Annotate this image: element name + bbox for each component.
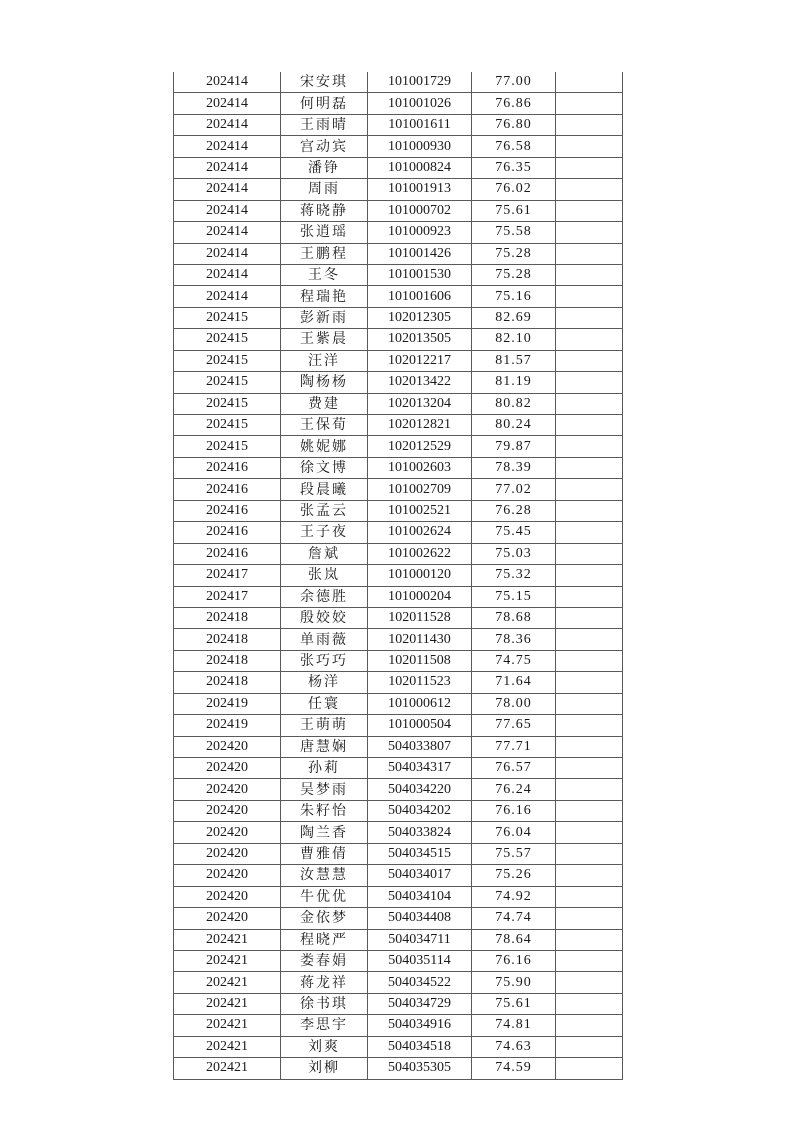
exam-id-cell: 102011528 xyxy=(368,607,472,628)
position-code-cell: 202421 xyxy=(174,1036,281,1057)
remark-cell xyxy=(556,136,623,157)
score-cell: 78.68 xyxy=(472,607,556,628)
candidate-name-cell: 王鹏程 xyxy=(281,243,368,264)
score-cell: 79.87 xyxy=(472,436,556,457)
position-code-cell: 202421 xyxy=(174,1058,281,1079)
table-row xyxy=(174,114,623,135)
table-row xyxy=(174,629,623,650)
score-cell: 78.64 xyxy=(472,929,556,950)
remark-cell xyxy=(556,886,623,907)
remark-cell xyxy=(556,650,623,671)
position-code-cell: 202415 xyxy=(174,372,281,393)
table-row xyxy=(174,993,623,1014)
remark-cell xyxy=(556,350,623,371)
table-row xyxy=(174,200,623,221)
table-row xyxy=(174,865,623,886)
score-cell: 81.19 xyxy=(472,372,556,393)
remark-cell xyxy=(556,843,623,864)
score-cell: 82.69 xyxy=(472,307,556,328)
table-row xyxy=(174,843,623,864)
candidate-name-cell: 殷姣姣 xyxy=(281,607,368,628)
table-row xyxy=(174,307,623,328)
table-row xyxy=(174,457,623,478)
candidate-name-cell: 徐书琪 xyxy=(281,993,368,1014)
position-code-cell: 202416 xyxy=(174,522,281,543)
table-row xyxy=(174,822,623,843)
position-code-cell: 202420 xyxy=(174,865,281,886)
exam-id-cell: 102013505 xyxy=(368,329,472,350)
exam-id-cell: 504034729 xyxy=(368,993,472,1014)
exam-id-cell: 101001611 xyxy=(368,114,472,135)
candidate-name-cell: 詹斌 xyxy=(281,543,368,564)
exam-id-cell: 101001026 xyxy=(368,93,472,114)
position-code-cell: 202420 xyxy=(174,886,281,907)
exam-id-cell: 101000702 xyxy=(368,200,472,221)
candidate-name-cell: 牛优优 xyxy=(281,886,368,907)
candidate-name-cell: 曹雅倩 xyxy=(281,843,368,864)
table-row xyxy=(174,672,623,693)
table-row xyxy=(174,1015,623,1036)
remark-cell xyxy=(556,629,623,650)
position-code-cell: 202421 xyxy=(174,1015,281,1036)
candidate-name-cell: 张巧巧 xyxy=(281,650,368,671)
score-cell: 80.82 xyxy=(472,393,556,414)
exam-id-cell: 504034518 xyxy=(368,1036,472,1057)
score-cell: 75.57 xyxy=(472,843,556,864)
position-code-cell: 202421 xyxy=(174,950,281,971)
position-code-cell: 202415 xyxy=(174,307,281,328)
exam-id-cell: 504035305 xyxy=(368,1058,472,1079)
table-row xyxy=(174,286,623,307)
score-cell: 74.81 xyxy=(472,1015,556,1036)
position-code-cell: 202417 xyxy=(174,565,281,586)
table-row xyxy=(174,243,623,264)
table-row xyxy=(174,415,623,436)
table-row xyxy=(174,886,623,907)
position-code-cell: 202414 xyxy=(174,72,281,93)
score-cell: 74.63 xyxy=(472,1036,556,1057)
candidate-name-cell: 刘柳 xyxy=(281,1058,368,1079)
table-row xyxy=(174,179,623,200)
table-row xyxy=(174,157,623,178)
remark-cell xyxy=(556,457,623,478)
candidate-name-cell: 单雨薇 xyxy=(281,629,368,650)
candidate-name-cell: 娄春娟 xyxy=(281,950,368,971)
score-cell: 75.32 xyxy=(472,565,556,586)
exam-id-cell: 504034202 xyxy=(368,800,472,821)
position-code-cell: 202418 xyxy=(174,672,281,693)
candidate-name-cell: 潘铮 xyxy=(281,157,368,178)
table-row xyxy=(174,565,623,586)
score-cell: 76.28 xyxy=(472,500,556,521)
score-cell: 76.24 xyxy=(472,779,556,800)
table-row xyxy=(174,93,623,114)
score-cell: 80.24 xyxy=(472,415,556,436)
score-cell: 71.64 xyxy=(472,672,556,693)
candidate-name-cell: 朱籽怡 xyxy=(281,800,368,821)
table-row xyxy=(174,264,623,285)
position-code-cell: 202416 xyxy=(174,457,281,478)
score-cell: 77.71 xyxy=(472,736,556,757)
exam-id-cell: 102011430 xyxy=(368,629,472,650)
exam-id-cell: 101002622 xyxy=(368,543,472,564)
exam-id-cell: 101002521 xyxy=(368,500,472,521)
table-row xyxy=(174,136,623,157)
position-code-cell: 202414 xyxy=(174,286,281,307)
table-row xyxy=(174,500,623,521)
candidate-name-cell: 唐慧娴 xyxy=(281,736,368,757)
score-cell: 75.03 xyxy=(472,543,556,564)
remark-cell xyxy=(556,329,623,350)
score-cell: 82.10 xyxy=(472,329,556,350)
position-code-cell: 202415 xyxy=(174,415,281,436)
position-code-cell: 202418 xyxy=(174,629,281,650)
candidate-name-cell: 段晨曦 xyxy=(281,479,368,500)
exam-id-cell: 101002603 xyxy=(368,457,472,478)
exam-id-cell: 102012217 xyxy=(368,350,472,371)
score-cell: 74.59 xyxy=(472,1058,556,1079)
remark-cell xyxy=(556,114,623,135)
score-cell: 76.58 xyxy=(472,136,556,157)
exam-id-cell: 504034220 xyxy=(368,779,472,800)
position-code-cell: 202419 xyxy=(174,715,281,736)
exam-id-cell: 101000930 xyxy=(368,136,472,157)
position-code-cell: 202420 xyxy=(174,779,281,800)
candidate-name-cell: 孙莉 xyxy=(281,758,368,779)
score-cell: 75.26 xyxy=(472,865,556,886)
score-cell: 78.00 xyxy=(472,693,556,714)
exam-id-cell: 504034104 xyxy=(368,886,472,907)
score-cell: 76.35 xyxy=(472,157,556,178)
candidate-name-cell: 徐文博 xyxy=(281,457,368,478)
remark-cell xyxy=(556,908,623,929)
position-code-cell: 202415 xyxy=(174,329,281,350)
candidate-name-cell: 宋安琪 xyxy=(281,72,368,93)
score-cell: 75.15 xyxy=(472,586,556,607)
remark-cell xyxy=(556,950,623,971)
remark-cell xyxy=(556,1058,623,1079)
candidate-name-cell: 刘爽 xyxy=(281,1036,368,1057)
remark-cell xyxy=(556,736,623,757)
table-row xyxy=(174,372,623,393)
remark-cell xyxy=(556,565,623,586)
results-table-body xyxy=(174,72,623,1079)
remark-cell xyxy=(556,586,623,607)
position-code-cell: 202420 xyxy=(174,908,281,929)
exam-id-cell: 504035114 xyxy=(368,950,472,971)
candidate-name-cell: 王冬 xyxy=(281,264,368,285)
remark-cell xyxy=(556,72,623,93)
score-cell: 77.65 xyxy=(472,715,556,736)
score-cell: 76.16 xyxy=(472,800,556,821)
table-row xyxy=(174,779,623,800)
remark-cell xyxy=(556,972,623,993)
score-cell: 77.00 xyxy=(472,72,556,93)
score-cell: 75.16 xyxy=(472,286,556,307)
candidate-name-cell: 何明磊 xyxy=(281,93,368,114)
exam-id-cell: 101000204 xyxy=(368,586,472,607)
exam-id-cell: 504034017 xyxy=(368,865,472,886)
candidate-name-cell: 杨洋 xyxy=(281,672,368,693)
candidate-name-cell: 李思宇 xyxy=(281,1015,368,1036)
candidate-name-cell: 蒋龙祥 xyxy=(281,972,368,993)
candidate-name-cell: 王子夜 xyxy=(281,522,368,543)
remark-cell xyxy=(556,993,623,1014)
table-row xyxy=(174,800,623,821)
exam-id-cell: 102011508 xyxy=(368,650,472,671)
position-code-cell: 202417 xyxy=(174,586,281,607)
candidate-name-cell: 吴梦雨 xyxy=(281,779,368,800)
position-code-cell: 202421 xyxy=(174,929,281,950)
table-row xyxy=(174,908,623,929)
candidate-name-cell: 周雨 xyxy=(281,179,368,200)
position-code-cell: 202415 xyxy=(174,436,281,457)
table-row xyxy=(174,522,623,543)
score-cell: 76.57 xyxy=(472,758,556,779)
position-code-cell: 202421 xyxy=(174,993,281,1014)
exam-id-cell: 504034408 xyxy=(368,908,472,929)
score-cell: 75.28 xyxy=(472,264,556,285)
position-code-cell: 202416 xyxy=(174,500,281,521)
remark-cell xyxy=(556,500,623,521)
score-cell: 77.02 xyxy=(472,479,556,500)
exam-id-cell: 504034522 xyxy=(368,972,472,993)
remark-cell xyxy=(556,393,623,414)
table-row xyxy=(174,543,623,564)
position-code-cell: 202414 xyxy=(174,93,281,114)
remark-cell xyxy=(556,715,623,736)
table-row xyxy=(174,972,623,993)
candidate-name-cell: 陶兰香 xyxy=(281,822,368,843)
position-code-cell: 202414 xyxy=(174,136,281,157)
exam-id-cell: 101001530 xyxy=(368,264,472,285)
exam-id-cell: 102013204 xyxy=(368,393,472,414)
position-code-cell: 202414 xyxy=(174,222,281,243)
candidate-name-cell: 王雨晴 xyxy=(281,114,368,135)
exam-id-cell: 101001729 xyxy=(368,72,472,93)
table-row xyxy=(174,72,623,93)
table-row xyxy=(174,736,623,757)
exam-id-cell: 101000120 xyxy=(368,565,472,586)
position-code-cell: 202414 xyxy=(174,114,281,135)
score-cell: 74.74 xyxy=(472,908,556,929)
table-row xyxy=(174,650,623,671)
position-code-cell: 202420 xyxy=(174,822,281,843)
candidate-name-cell: 彭新雨 xyxy=(281,307,368,328)
position-code-cell: 202414 xyxy=(174,264,281,285)
score-cell: 78.36 xyxy=(472,629,556,650)
position-code-cell: 202420 xyxy=(174,736,281,757)
remark-cell xyxy=(556,157,623,178)
candidate-name-cell: 汝慧慧 xyxy=(281,865,368,886)
exam-id-cell: 102013422 xyxy=(368,372,472,393)
exam-id-cell: 101000824 xyxy=(368,157,472,178)
score-cell: 74.75 xyxy=(472,650,556,671)
candidate-name-cell: 张孟云 xyxy=(281,500,368,521)
candidate-name-cell: 余德胜 xyxy=(281,586,368,607)
remark-cell xyxy=(556,543,623,564)
position-code-cell: 202414 xyxy=(174,200,281,221)
remark-cell xyxy=(556,822,623,843)
remark-cell xyxy=(556,200,623,221)
table-row xyxy=(174,693,623,714)
remark-cell xyxy=(556,672,623,693)
score-cell: 75.45 xyxy=(472,522,556,543)
position-code-cell: 202420 xyxy=(174,800,281,821)
remark-cell xyxy=(556,607,623,628)
score-cell: 76.16 xyxy=(472,950,556,971)
exam-id-cell: 504034317 xyxy=(368,758,472,779)
exam-id-cell: 101000923 xyxy=(368,222,472,243)
remark-cell xyxy=(556,865,623,886)
exam-id-cell: 504034711 xyxy=(368,929,472,950)
table-row xyxy=(174,715,623,736)
remark-cell xyxy=(556,758,623,779)
exam-id-cell: 101001606 xyxy=(368,286,472,307)
position-code-cell: 202416 xyxy=(174,543,281,564)
exam-id-cell: 102012529 xyxy=(368,436,472,457)
position-code-cell: 202414 xyxy=(174,179,281,200)
results-table xyxy=(173,72,623,1080)
score-cell: 75.61 xyxy=(472,200,556,221)
position-code-cell: 202421 xyxy=(174,972,281,993)
exam-id-cell: 504034916 xyxy=(368,1015,472,1036)
table-row xyxy=(174,329,623,350)
remark-cell xyxy=(556,693,623,714)
remark-cell xyxy=(556,415,623,436)
score-cell: 75.58 xyxy=(472,222,556,243)
table-row xyxy=(174,350,623,371)
position-code-cell: 202415 xyxy=(174,393,281,414)
table-row xyxy=(174,479,623,500)
candidate-name-cell: 王保荀 xyxy=(281,415,368,436)
score-cell: 75.90 xyxy=(472,972,556,993)
candidate-name-cell: 王萌萌 xyxy=(281,715,368,736)
exam-id-cell: 102012821 xyxy=(368,415,472,436)
remark-cell xyxy=(556,479,623,500)
candidate-name-cell: 蒋晓静 xyxy=(281,200,368,221)
table-row xyxy=(174,586,623,607)
score-cell: 74.92 xyxy=(472,886,556,907)
score-cell: 78.39 xyxy=(472,457,556,478)
exam-id-cell: 101002624 xyxy=(368,522,472,543)
score-cell: 76.80 xyxy=(472,114,556,135)
candidate-name-cell: 陶杨杨 xyxy=(281,372,368,393)
exam-id-cell: 101001426 xyxy=(368,243,472,264)
remark-cell xyxy=(556,243,623,264)
remark-cell xyxy=(556,93,623,114)
table-row xyxy=(174,436,623,457)
remark-cell xyxy=(556,779,623,800)
remark-cell xyxy=(556,436,623,457)
score-cell: 75.28 xyxy=(472,243,556,264)
position-code-cell: 202420 xyxy=(174,843,281,864)
position-code-cell: 202420 xyxy=(174,758,281,779)
table-row xyxy=(174,950,623,971)
table-row xyxy=(174,393,623,414)
candidate-name-cell: 宫动宾 xyxy=(281,136,368,157)
position-code-cell: 202418 xyxy=(174,650,281,671)
score-cell: 76.86 xyxy=(472,93,556,114)
exam-id-cell: 504034515 xyxy=(368,843,472,864)
remark-cell xyxy=(556,264,623,285)
remark-cell xyxy=(556,522,623,543)
exam-id-cell: 102012305 xyxy=(368,307,472,328)
remark-cell xyxy=(556,1036,623,1057)
remark-cell xyxy=(556,372,623,393)
candidate-name-cell: 任寰 xyxy=(281,693,368,714)
table-row xyxy=(174,1058,623,1079)
remark-cell xyxy=(556,800,623,821)
table-row xyxy=(174,929,623,950)
table-row xyxy=(174,607,623,628)
exam-id-cell: 102011523 xyxy=(368,672,472,693)
score-cell: 75.61 xyxy=(472,993,556,1014)
score-cell: 76.02 xyxy=(472,179,556,200)
score-cell: 76.04 xyxy=(472,822,556,843)
exam-id-cell: 101001913 xyxy=(368,179,472,200)
remark-cell xyxy=(556,286,623,307)
candidate-name-cell: 程晓严 xyxy=(281,929,368,950)
exam-id-cell: 101002709 xyxy=(368,479,472,500)
candidate-name-cell: 金依梦 xyxy=(281,908,368,929)
exam-id-cell: 504033824 xyxy=(368,822,472,843)
exam-id-cell: 101000504 xyxy=(368,715,472,736)
position-code-cell: 202415 xyxy=(174,350,281,371)
exam-id-cell: 504033807 xyxy=(368,736,472,757)
remark-cell xyxy=(556,222,623,243)
table-row xyxy=(174,1036,623,1057)
position-code-cell: 202418 xyxy=(174,607,281,628)
table-row xyxy=(174,222,623,243)
remark-cell xyxy=(556,179,623,200)
candidate-name-cell: 张岚 xyxy=(281,565,368,586)
table-row xyxy=(174,758,623,779)
candidate-name-cell: 费建 xyxy=(281,393,368,414)
candidate-name-cell: 张逍瑶 xyxy=(281,222,368,243)
position-code-cell: 202414 xyxy=(174,243,281,264)
candidate-name-cell: 程瑞艳 xyxy=(281,286,368,307)
candidate-name-cell: 汪洋 xyxy=(281,350,368,371)
position-code-cell: 202416 xyxy=(174,479,281,500)
position-code-cell: 202414 xyxy=(174,157,281,178)
remark-cell xyxy=(556,307,623,328)
remark-cell xyxy=(556,929,623,950)
position-code-cell: 202419 xyxy=(174,693,281,714)
candidate-name-cell: 姚妮娜 xyxy=(281,436,368,457)
exam-id-cell: 101000612 xyxy=(368,693,472,714)
score-cell: 81.57 xyxy=(472,350,556,371)
candidate-name-cell: 王紫晨 xyxy=(281,329,368,350)
remark-cell xyxy=(556,1015,623,1036)
